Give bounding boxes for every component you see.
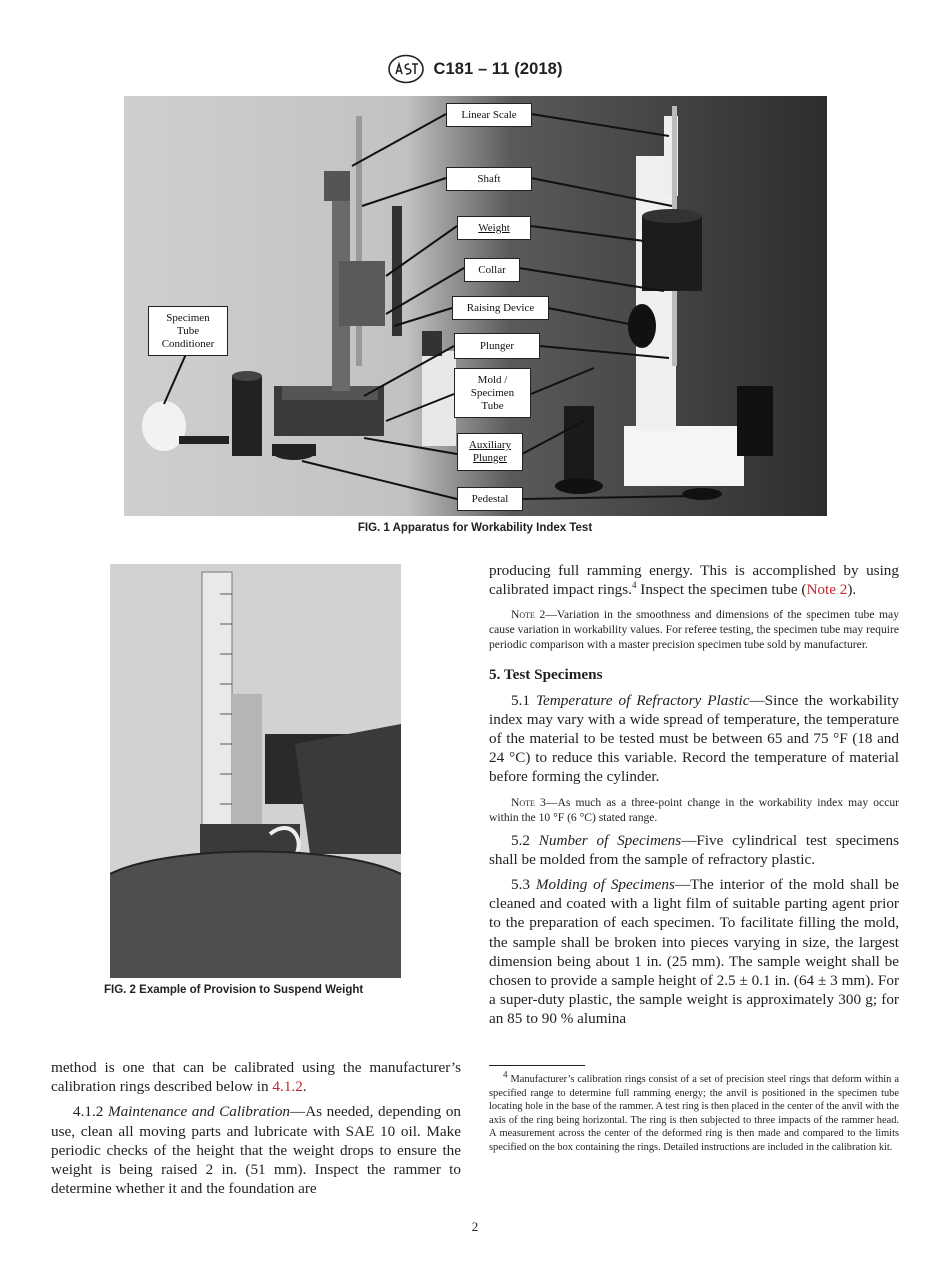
paragraph-continuation: producing full ramming energy. This is accomplished by using calibrated impact rings.$^4$ Inspect the specimen tube (Note 2). <box>489 562 899 599</box>
callout-weight: Weight <box>457 216 531 240</box>
callout-auxiliary-plunger: Auxiliary Plunger <box>457 433 523 471</box>
callout-specimen-tube-conditioner: Specimen Tube Conditioner <box>148 306 228 356</box>
right-column <box>489 561 899 1029</box>
figure-1-caption: FIG. 1 Apparatus for Workability Index Test <box>357 522 593 534</box>
paragraph-4-1-2: 4.1.2 Maintenance and Calibration—As needed, depending on use, clean all moving parts and lubricate with SAE 10 oil. Make periodic checks of the height that the weight drops to ensure the weight is being raised 2 in. (51 mm). Inspect the rammer to determine whether it and the foundation are <box>51 1103 462 1198</box>
note-2: Note 2—Variation in the smoothness and dimensions of the specimen tube may cause variation in workability values. For referee testing, the specimen tube may require periodic comparison with a master precision specimen tube sold by manufacturer. <box>489 608 899 652</box>
callout-pedestal: Pedestal <box>457 487 523 511</box>
figure-2-caption: FIG. 2 Example of Provision to Suspend Weight <box>104 984 364 996</box>
left-column <box>51 1058 461 1198</box>
callout-collar: Collar <box>464 258 520 282</box>
document-id: C181 – 11 (2018) <box>433 59 563 78</box>
paragraph-5-1: 5.1 Temperature of Refractory Plastic—Since the workability index may vary with a wide spread of temperature, the temperature of the material to be tested must be between 65 and 75 °F (18 and 24 °C) to reduce this variable. Record the temperature of material before forming the cylinder. <box>489 691 899 786</box>
astm-logo-icon <box>387 54 425 84</box>
page-header <box>0 52 950 86</box>
callout-mold-specimen-tube: Mold / Specimen Tube <box>454 368 531 418</box>
footnote-rule <box>489 1065 585 1066</box>
callout-plunger: Plunger <box>454 333 540 359</box>
note-2-link[interactable]: Note 2 <box>806 581 848 599</box>
paragraph-continuation-left: method is one that can be calibrated using the manufacturer’s calibration rings described below in 4.1.2. <box>51 1059 461 1096</box>
section-4-1-2-link[interactable]: 4.1.2 <box>272 1078 303 1096</box>
weight-suspension-illustration <box>110 564 401 978</box>
callout-linear-scale: Linear Scale <box>446 103 532 127</box>
note-3: Note 3—As much as a three-point change in the workability index may occur within the 10 °F (6 °C) stated range. <box>489 795 899 824</box>
section-5-heading: 5. Test Specimens <box>489 666 603 684</box>
paragraph-5-2: 5.2 Number of Specimens—Five cylindrical test specimens shall be molded from the sample of refractory plastic. <box>489 831 900 868</box>
figure-1-photo <box>124 96 827 516</box>
footnote-4: $^4$ Manufacturer’s calibration rings consist of a set of precision steel rings that deform within a specified range to determine full ramming energy; the anvil is positioned in the specimen tube locating hole in the base of the rammer. A test ring is then placed in the center of the anvil with the axis of the ring being horizontal. The ring is then subjected to three impacts of the rammer head. A measurement across the center of the deformed ring is then made and compared to the limits specified on the box containing the rings. Detailed instructions are included in the calibration kit. <box>489 1069 899 1153</box>
callout-raising-device: Raising Device <box>452 296 549 320</box>
figure-2-photo <box>110 564 401 978</box>
paragraph-5-3: 5.3 Molding of Specimens—The interior of the mold shall be cleaned and coated with a light film of suitable parting agent prior to the preparation of each specimen. To facilitate filling the mold, the sample shall be broken into pieces varying in size, the largest dimension being about 1 in. (25 mm). The sample weight shall be chosen to provide a sample height of 2.5 ± 0.1 in. (64 ± 3 mm). For a super-duty plastic, the sample weight is approximately 300 g; for an 85 to 90 % alumina <box>489 876 899 1028</box>
callout-shaft: Shaft <box>446 167 532 191</box>
page-number: 2 <box>471 1219 479 1234</box>
